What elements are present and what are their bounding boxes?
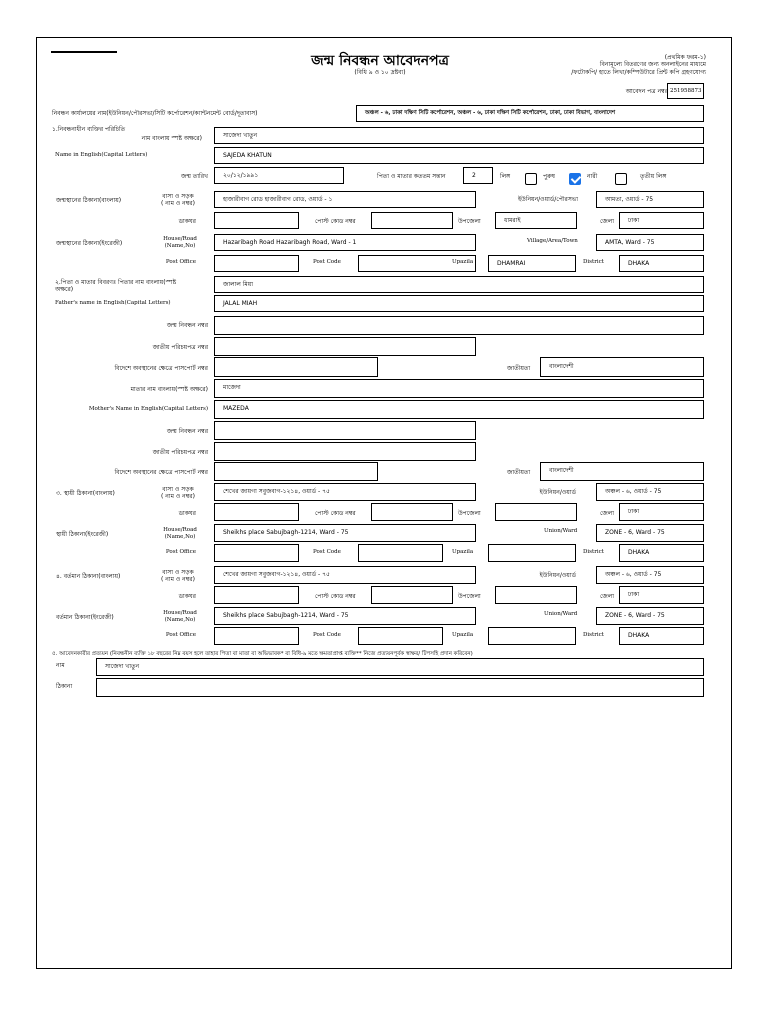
name-en-label: Name in English(Capital Letters) — [55, 152, 148, 158]
permanent-upazila-bn-field[interactable] — [495, 503, 577, 521]
present-house-en-label: House/Road (Name,No) — [163, 610, 197, 623]
birthplace-district-en-field[interactable]: DHAKA — [619, 255, 704, 272]
third-gender-label: তৃতীয় লিঙ্গ — [640, 173, 667, 180]
permanent-pc-en-label: Post Code — [313, 549, 341, 555]
present-bn-label: ৪. বর্তমান ঠিকানা(বাংলায়) — [56, 573, 121, 580]
application-number-label: আবেদন পত্র নম্বর — [625, 88, 668, 95]
father-name-en-label: Father's name in English(Capital Letters) — [55, 300, 171, 306]
dob-label: জন্ম তারিখ — [180, 173, 208, 180]
father-name-en-field[interactable]: JALAL MIAH — [214, 295, 704, 312]
permanent-po-bn-field[interactable] — [214, 503, 299, 521]
present-en-label: বর্তমান ঠিকানা(ইংরেজী) — [56, 614, 114, 621]
present-house-en-field[interactable]: Sheikhs place Sabujbagh-1214, Ward - 75 — [214, 607, 476, 625]
father-name-bn-field[interactable]: জালাল মিয়া — [214, 276, 704, 293]
birthplace-en-label: জন্মস্থানের ঠিকানা(ইংরেজী) — [56, 240, 123, 247]
father-nationality-field[interactable]: বাংলাদেশী — [540, 357, 704, 377]
father-passport-label: বিদেশে অবস্থানের ক্ষেত্রে পাসপোর্ট নম্বর — [114, 365, 208, 372]
present-upazila-en-field[interactable] — [488, 627, 576, 645]
permanent-upazila-en-field[interactable] — [488, 544, 576, 562]
permanent-pc-en-field[interactable] — [358, 544, 443, 562]
permanent-po-bn-label: ডাকঘর — [178, 510, 196, 517]
present-po-bn-label: ডাকঘর — [178, 593, 196, 600]
present-pc-en-label: Post Code — [313, 632, 341, 638]
permanent-union-en-label: Union/Ward — [544, 528, 578, 534]
form-subtitle: (বিধি ৯ ও ১০ দ্রষ্টব্য) — [354, 69, 406, 76]
name-bn-label: নাম বাংলায় স্পষ্ট অক্ষরে) — [141, 135, 202, 142]
permanent-district-bn-field[interactable]: ঢাকা — [619, 503, 704, 521]
permanent-pc-bn-field[interactable] — [371, 503, 453, 521]
birthplace-upazila-bn-label: উপজেলা — [458, 218, 481, 225]
birthplace-house-en-label: House/Road (Name,No) — [163, 236, 197, 249]
permanent-district-en-label: District — [583, 549, 604, 555]
permanent-district-bn-label: জেলা — [600, 510, 615, 517]
birthplace-union-bn-field[interactable]: আমতা, ওয়ার্ড - 75 — [596, 191, 704, 208]
mother-passport-field[interactable] — [214, 462, 378, 481]
present-house-bn-field[interactable]: শেখের জায়গা সবুজবাগ-১২১৪, ওয়ার্ড - ৭৫ — [214, 566, 476, 584]
father-nationality-label: জাতীয়তা — [507, 365, 531, 372]
mother-nid-field[interactable] — [214, 442, 476, 461]
present-district-en-field[interactable]: DHAKA — [619, 627, 704, 645]
mother-nid-label: জাতীয় পরিচয়পত্র নম্বর — [152, 449, 208, 456]
present-district-bn-label: জেলা — [600, 593, 615, 600]
present-union-en-label: Union/Ward — [544, 611, 578, 617]
birthplace-upazila-en-field[interactable]: DHAMRAI — [488, 255, 576, 272]
mother-brn-field[interactable] — [214, 421, 476, 440]
permanent-house-bn-label: বাসা ও সড়ক ( নাম ও নম্বর) — [161, 486, 195, 500]
permanent-bn-label: ৩. স্থায়ী ঠিকানা(বাংলায়) — [56, 490, 115, 497]
present-union-bn-field[interactable]: অঞ্চল - ৬, ওয়ার্ড - 75 — [596, 566, 704, 584]
present-po-en-label: Post Office — [165, 632, 196, 638]
top-rule — [51, 51, 117, 53]
permanent-upazila-bn-label: উপজেলা — [458, 510, 481, 517]
applicant-address-field[interactable] — [96, 678, 704, 697]
birthplace-upazila-en-label: Upazila — [452, 259, 474, 265]
father-brn-label: জন্ম নিবন্ধন নম্বর — [166, 322, 208, 329]
distribution-note: বিনামূল্যে বিতরণের জন্য অনলাইনের মাধ্যমে — [599, 61, 706, 68]
present-district-en-label: District — [583, 632, 604, 638]
mother-brn-label: জন্ম নিবন্ধন নম্বর — [166, 428, 208, 435]
present-upazila-bn-label: উপজেলা — [458, 593, 481, 600]
present-upazila-bn-field[interactable] — [495, 586, 577, 604]
mother-name-bn-field[interactable]: মাজেদা — [214, 379, 704, 398]
applicant-address-label: ঠিকানা — [56, 683, 73, 690]
permanent-pc-bn-label: পোস্ট কোড নম্বর — [315, 510, 356, 517]
birthplace-house-bn-field[interactable]: হাজারীবাগ রোড হাজারীবাগ রোড, ওয়ার্ড - ১ — [214, 191, 476, 208]
office-label: নিবন্ধন কার্যালয়ের নাম(ইউনিয়ন/পৌরসভা/সিটি কর্পোরেশন/ক্যান্টনমেন্ট বোর্ড/দূতাবাস) — [52, 110, 258, 117]
permanent-po-en-field[interactable] — [214, 544, 299, 562]
male-checkbox[interactable] — [525, 173, 537, 185]
form-number: (প্রথমিক ফরম-১) — [664, 54, 706, 61]
birth-order-label: পিতা ও মাতার কততম সন্তান — [377, 173, 446, 180]
permanent-union-en-field[interactable]: ZONE - 6, Ward - 75 — [596, 524, 704, 542]
applicant-name-field[interactable]: সাজেদা খাতুন — [96, 658, 704, 676]
father-nid-label: জাতীয় পরিচয়পত্র নম্বর — [152, 344, 208, 351]
dob-field[interactable]: ২০/১২/১৯৯১ — [214, 167, 344, 184]
mother-name-en-field[interactable]: MAZEDA — [214, 400, 704, 419]
permanent-union-bn-label: ইউনিয়ন/ওয়ার্ড — [539, 489, 576, 496]
birthplace-district-bn-label: জেলা — [600, 218, 615, 225]
permanent-house-bn-field[interactable]: শেখের জায়গা সবুজবাগ-১২১৪, ওয়ার্ড - ৭৫ — [214, 483, 476, 501]
present-union-en-field[interactable]: ZONE - 6, Ward - 75 — [596, 607, 704, 625]
birthplace-po-en-field[interactable] — [214, 255, 299, 272]
mother-name-en-label: Mother's Name in English(Capital Letters) — [88, 406, 208, 412]
section-1-heading: ১.নিবন্ধনাধীন ব্যক্তির পরিচিতি — [52, 126, 126, 133]
office-field[interactable]: অঞ্চল - ৬, ঢাকা দক্ষিণ সিটি কর্পোরেশন, অঞ্চল - ৬, ঢাকা দক্ষিণ সিটি কর্পোরেশন, ঢাকা, ঢাকা বিভাগ, বাংলাদেশ — [356, 105, 704, 122]
present-house-bn-label: বাসা ও সড়ক ( নাম ও নম্বর) — [161, 569, 195, 583]
permanent-upazila-en-label: Upazila — [452, 549, 474, 555]
mother-passport-label: বিদেশে অবস্থানের ক্ষেত্রে পাসপোর্ট নম্বর — [114, 469, 208, 476]
section-5-heading: ৫. আবেদনকারীর প্রত্যয়ন (নিবন্ধনীন ব্যক্তি ১৮ বছরের নিম্ন বয়স হলে তাহার পিতা বা মাতা বা অভিভাবক* বা বিধি-৯ মতে ক্ষমতাপ্রাপ্ত ব্যক্তি** নিজে প্রত্যয়নপূর্বক স্বাক্ষর/ টিপসহি প্রদান করিবেন) — [52, 651, 473, 657]
birthplace-po-en-label: Post Office — [165, 259, 196, 265]
female-label: নারী — [587, 173, 598, 180]
father-nid-field[interactable] — [214, 337, 476, 356]
permanent-house-en-field[interactable]: Sheikhs place Sabujbagh-1214, Ward - 75 — [214, 524, 476, 542]
applicant-name-label: নাম — [56, 662, 65, 669]
present-pc-en-field[interactable] — [358, 627, 443, 645]
birthplace-village-en-label: Village/Area/Town — [527, 238, 578, 244]
present-pc-bn-field[interactable] — [371, 586, 453, 604]
present-po-bn-field[interactable] — [214, 586, 299, 604]
birthplace-district-en-label: District — [583, 259, 604, 265]
birthplace-po-bn-field[interactable] — [214, 212, 299, 229]
third-gender-checkbox[interactable] — [615, 173, 627, 185]
birthplace-po-bn-label: ডাকঘর — [178, 218, 196, 225]
female-checkbox[interactable] — [569, 173, 581, 185]
present-po-en-field[interactable] — [214, 627, 299, 645]
application-number-field[interactable]: 251958873 — [667, 83, 704, 99]
birthplace-district-bn-field[interactable]: ঢাকা — [619, 212, 704, 229]
birthplace-upazila-bn-field[interactable]: ধামরাই — [495, 212, 577, 229]
birthplace-pc-bn-label: পোস্ট কোড নম্বর — [315, 218, 356, 225]
birthplace-house-en-field[interactable]: Hazaribagh Road Hazaribagh Road, Ward - 1 — [214, 234, 476, 251]
birthplace-pc-en-label: Post Code — [313, 259, 341, 265]
permanent-en-label: স্থায়ী ঠিকানা(ইংরেজী) — [56, 531, 109, 538]
mother-name-bn-label: মাতার নাম বাংলায়(স্পষ্ট অক্ষরে) — [130, 386, 208, 393]
sex-label: লিঙ্গ — [500, 173, 511, 180]
permanent-union-bn-field[interactable]: অঞ্চল - ৬, ওয়ার্ড - 75 — [596, 483, 704, 501]
permanent-house-en-label: House/Road (Name,No) — [163, 527, 197, 540]
section-2-heading: ২.পিতা ও মাতার বিবরণঃ পিতার নাম বাংলায়(স্পষ্ট অক্ষরে) — [55, 279, 177, 293]
mother-nationality-field[interactable]: বাংলাদেশী — [540, 462, 704, 481]
permanent-po-en-label: Post Office — [165, 549, 196, 555]
present-upazila-en-label: Upazila — [452, 632, 474, 638]
father-passport-field[interactable] — [214, 357, 378, 377]
birthplace-bn-label: জন্মস্থানের ঠিকানা(বাংলায়) — [56, 197, 122, 204]
mother-nationality-label: জাতীয়তা — [507, 469, 531, 476]
present-union-bn-label: ইউনিয়ন/ওয়ার্ড — [539, 572, 576, 579]
father-brn-field[interactable] — [214, 316, 704, 335]
birthplace-house-bn-label: বাসা ও সড়ক ( নাম ও নম্বর) — [161, 193, 195, 207]
form-title: জন্ম নিবন্ধন আবেদনপত্র — [311, 53, 449, 69]
present-district-bn-field[interactable]: ঢাকা — [619, 586, 704, 604]
name-bn-field[interactable]: সাজেদা খাতুন — [214, 127, 704, 144]
present-pc-bn-label: পোস্ট কোড নম্বর — [315, 593, 356, 600]
male-label: পুরুষ — [543, 173, 555, 180]
birthplace-village-en-field[interactable]: AMTA, Ward - 75 — [596, 234, 704, 251]
copy-note: /ফটোকপি/ হাতে লিখা/কম্পিউটারে প্রিন্ট কপি গ্রহণযোগ্য — [571, 69, 706, 76]
permanent-district-en-field[interactable]: DHAKA — [619, 544, 704, 562]
name-en-field[interactable]: SAJEDA KHATUN — [214, 147, 704, 164]
birthplace-union-bn-label: ইউনিয়ন/ওয়ার্ড/পৌরসভা — [517, 196, 578, 203]
birthplace-pc-bn-field[interactable] — [371, 212, 453, 229]
birth-order-field[interactable]: 2 — [463, 167, 493, 184]
